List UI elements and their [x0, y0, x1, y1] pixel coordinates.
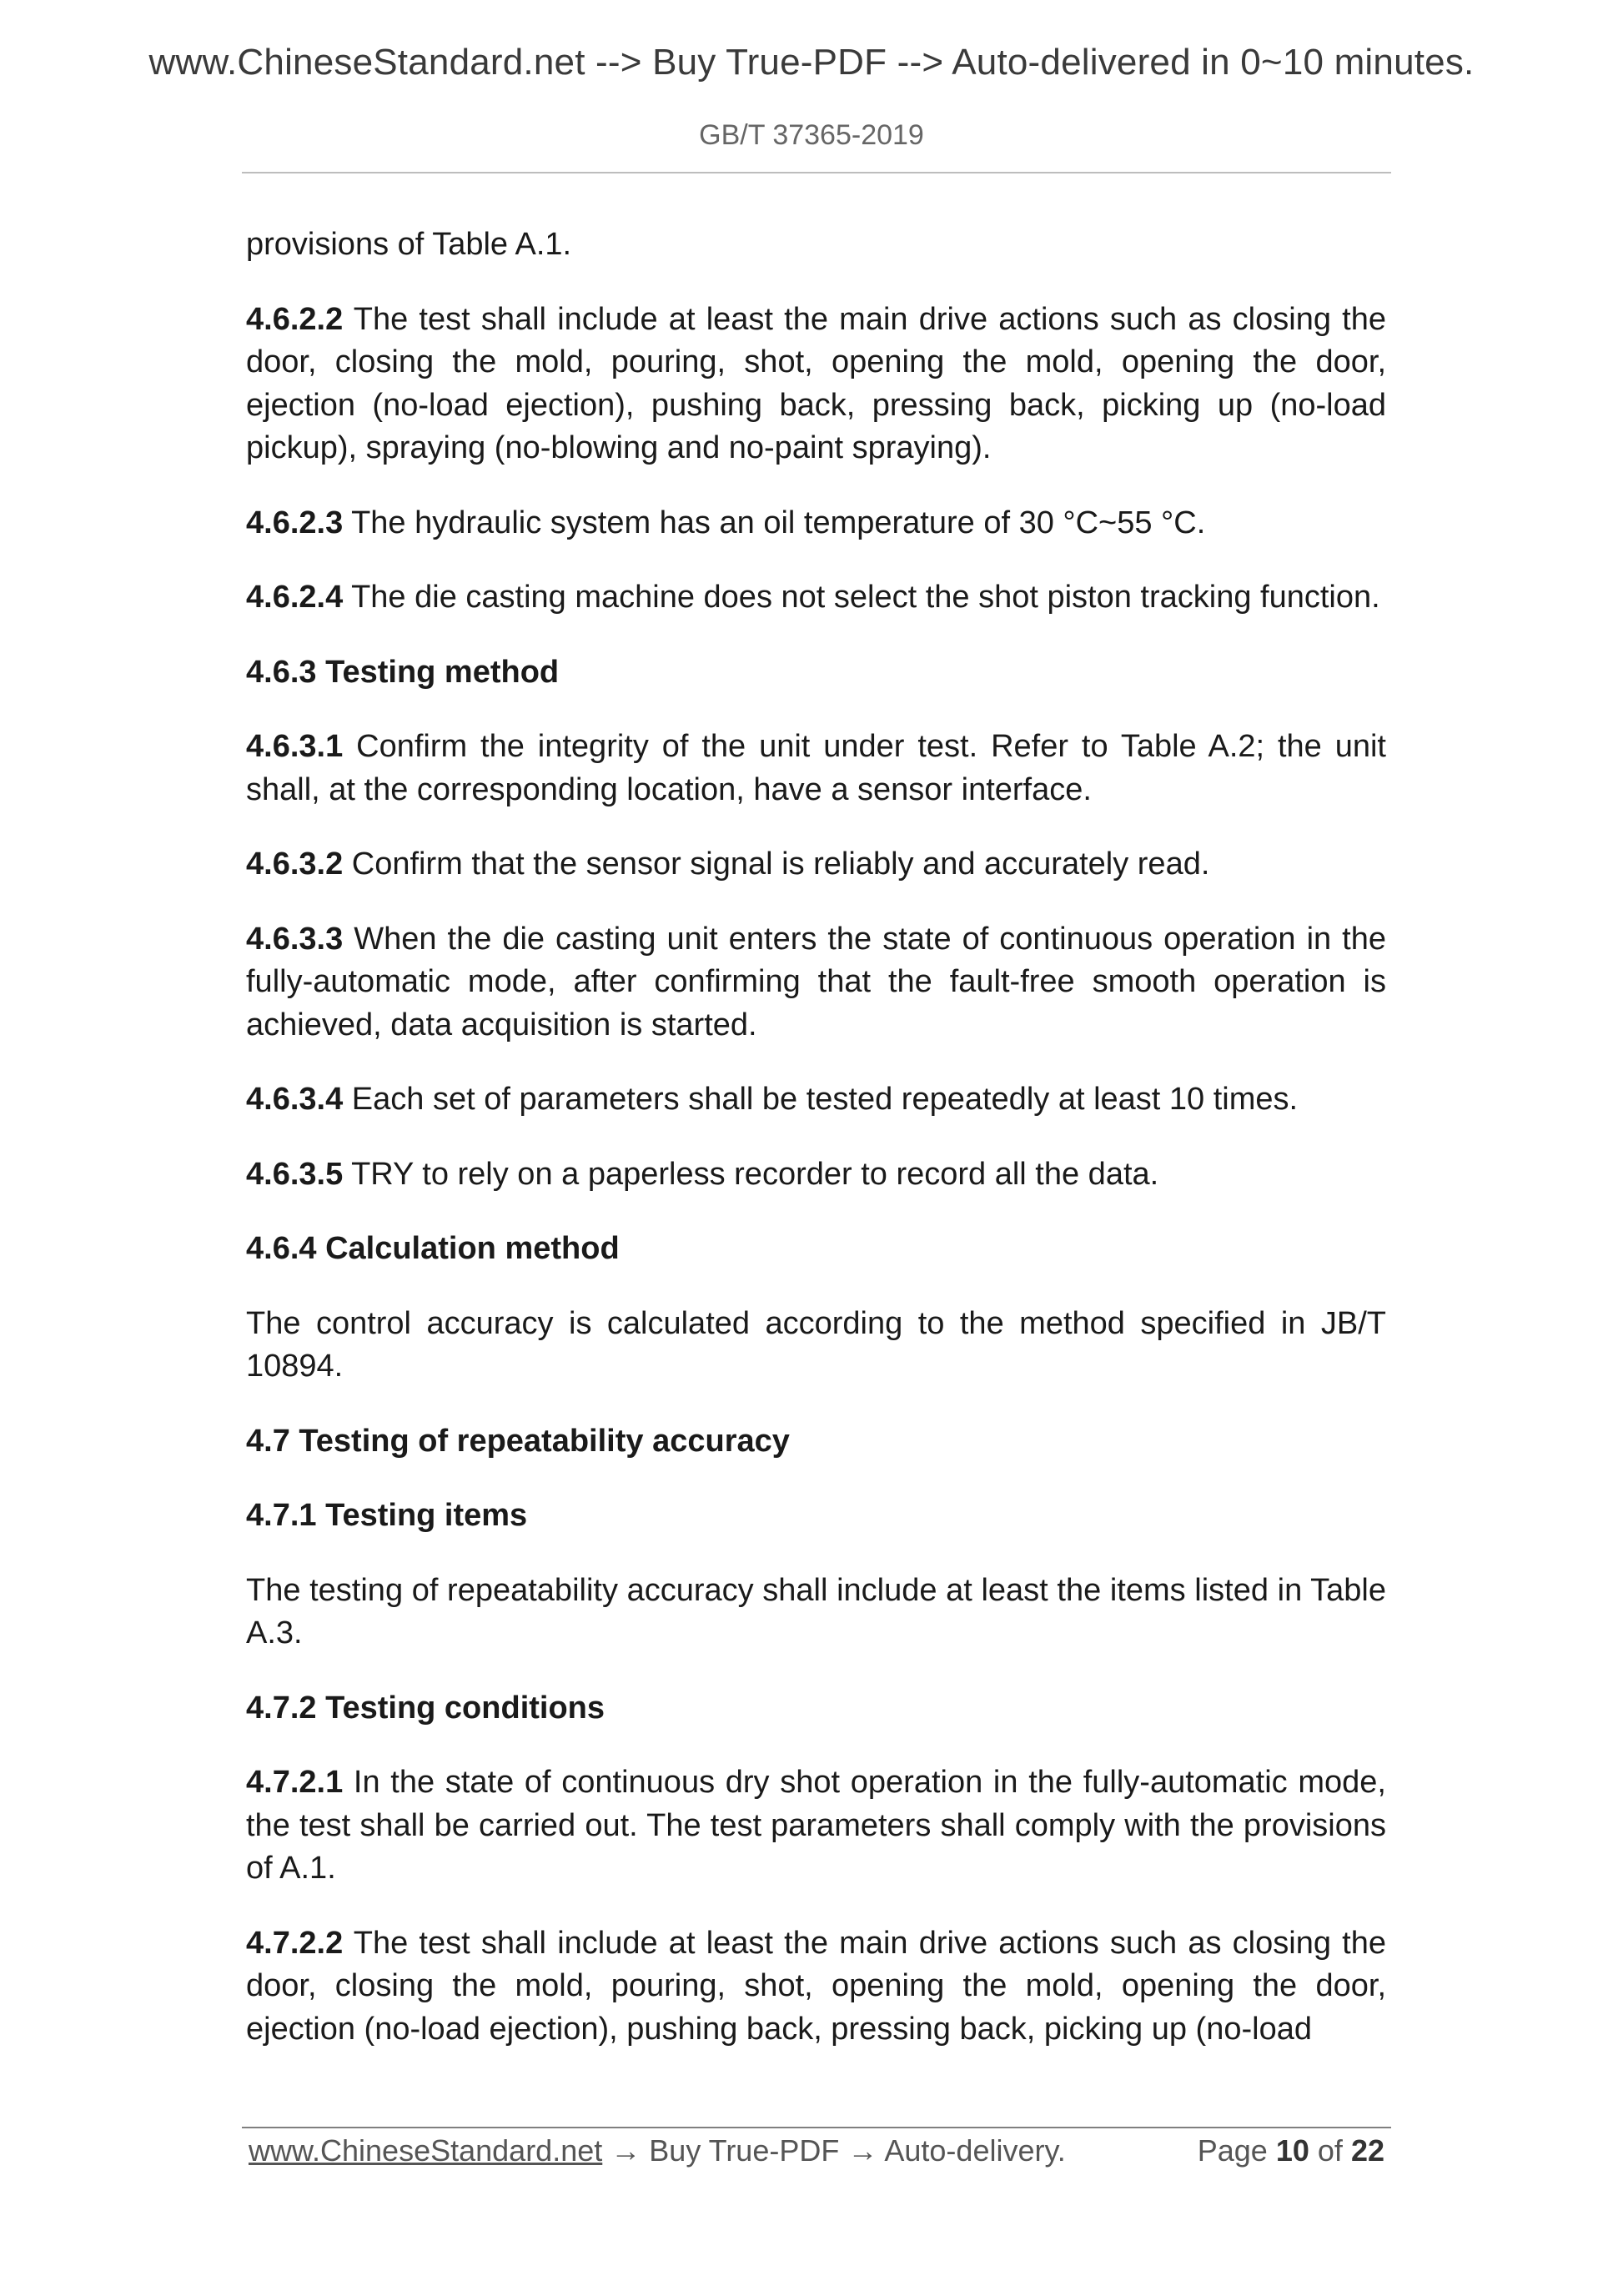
clause-4-6-3-1 — [246, 726, 1386, 811]
heading-4-6-3: 4.6.3 Testing method — [246, 654, 560, 690]
buy-pdf-link[interactable]: Buy True-PDF — [649, 2133, 840, 2168]
clause-number: 4.7.2.2 — [246, 1925, 344, 1961]
clause-text: The die casting machine does not select the shot piston tracking function. — [343, 580, 1380, 615]
footer-divider — [242, 2127, 1391, 2128]
clause-4-6-3-5 — [246, 1153, 1386, 1197]
clause-number: 4.6.2.4 — [246, 580, 344, 615]
heading-4-7: 4.7 Testing of repeatability accuracy — [246, 1423, 790, 1459]
heading-4-7-1: 4.7.1 Testing items — [246, 1498, 528, 1533]
heading-4-6-4: 4.6.4 Calculation method — [246, 1231, 620, 1266]
clause-number: 4.7.2.1 — [246, 1765, 344, 1800]
site-link[interactable]: www.ChineseStandard.net — [249, 2133, 603, 2168]
clause-4-6-3-4 — [246, 1078, 1386, 1122]
clause-text: In the state of continuous dry shot operation in the fully-automatic mode, the test shall be carried out. The test parameters shall comply with the provisions of A.1. — [246, 1765, 1386, 1886]
footer-links — [249, 2133, 1066, 2168]
clause-4-7-2-1 — [246, 1761, 1386, 1891]
paragraph: The control accuracy is calculated according to the method specified in JB/T 10894. — [246, 1305, 1386, 1384]
clause-number: 4.6.3.3 — [246, 921, 344, 957]
clause-number: 4.6.2.2 — [246, 301, 344, 337]
clause-number: 4.6.3.4 — [246, 1082, 344, 1117]
of-word: of — [1317, 2133, 1343, 2168]
clause-text: The hydraulic system has an oil temperature of 30 °C~55 °C. — [343, 505, 1206, 540]
page-total: 22 — [1350, 2133, 1384, 2168]
auto-delivery-text: Auto-delivery. — [884, 2133, 1066, 2168]
standard-code: GB/T 37365-2019 — [699, 119, 924, 151]
clause-4-6-2-4 — [246, 576, 1386, 620]
document-body — [246, 224, 1386, 2082]
clause-number: 4.6.3.5 — [246, 1156, 344, 1192]
clause-4-6-3-3 — [246, 918, 1386, 1048]
clause-text: The test shall include at least the main drive actions such as closing the door, closing the mold, pouring, shot, opening the mold, opening the door, ejection (no-load ejection), pushing back, pressing back, picking up (no-load pickup), spraying (no-blowing and no-paint spraying). — [246, 301, 1386, 465]
paragraph: The testing of repeatability accuracy shall include at least the items listed in Table A.3. — [246, 1572, 1386, 1650]
clause-number: 4.6.3.2 — [246, 847, 344, 882]
page-indicator — [1198, 2133, 1384, 2168]
clause-4-6-2-2 — [246, 299, 1386, 470]
header-divider — [242, 172, 1391, 173]
clause-text: When the die casting unit enters the state of continuous operation in the fully-automatic mode, after confirming that the fault-free smooth operation is achieved, data acquisition is started. — [246, 921, 1386, 1042]
arrow-icon: → — [611, 2133, 641, 2168]
clause-4-7-2-2 — [246, 1922, 1386, 2052]
clause-text: The test shall include at least the main drive actions such as closing the door, closing the mold, pouring, shot, opening the mold, opening the door, ejection (no-load ejection), pushing back, pressing back, picking up (no-load — [246, 1925, 1386, 2047]
top-banner: www.ChineseStandard.net --> Buy True-PDF --> Auto-delivered in 0~10 minutes. — [148, 42, 1475, 83]
clause-number: 4.6.2.3 — [246, 505, 344, 540]
clause-text: TRY to rely on a paperless recorder to record all the data. — [343, 1156, 1159, 1192]
arrow-icon: → — [847, 2133, 878, 2168]
paragraph: provisions of Table A.1. — [246, 227, 572, 262]
clause-4-6-3-2 — [246, 843, 1386, 887]
page-number: 10 — [1275, 2133, 1309, 2168]
heading-4-7-2: 4.7.2 Testing conditions — [246, 1690, 605, 1726]
clause-number: 4.6.3.1 — [246, 729, 344, 764]
clause-text: Confirm that the sensor signal is reliably and accurately read. — [343, 847, 1210, 882]
clause-4-6-2-3 — [246, 502, 1386, 545]
clause-text: Confirm the integrity of the unit under test. Refer to Table A.2; the unit shall, at the corresponding location, have a sensor interface. — [246, 729, 1386, 807]
page-footer — [249, 2133, 1384, 2168]
clause-text: Each set of parameters shall be tested repeatedly at least 10 times. — [343, 1082, 1299, 1117]
page-word: Page — [1197, 2133, 1268, 2168]
